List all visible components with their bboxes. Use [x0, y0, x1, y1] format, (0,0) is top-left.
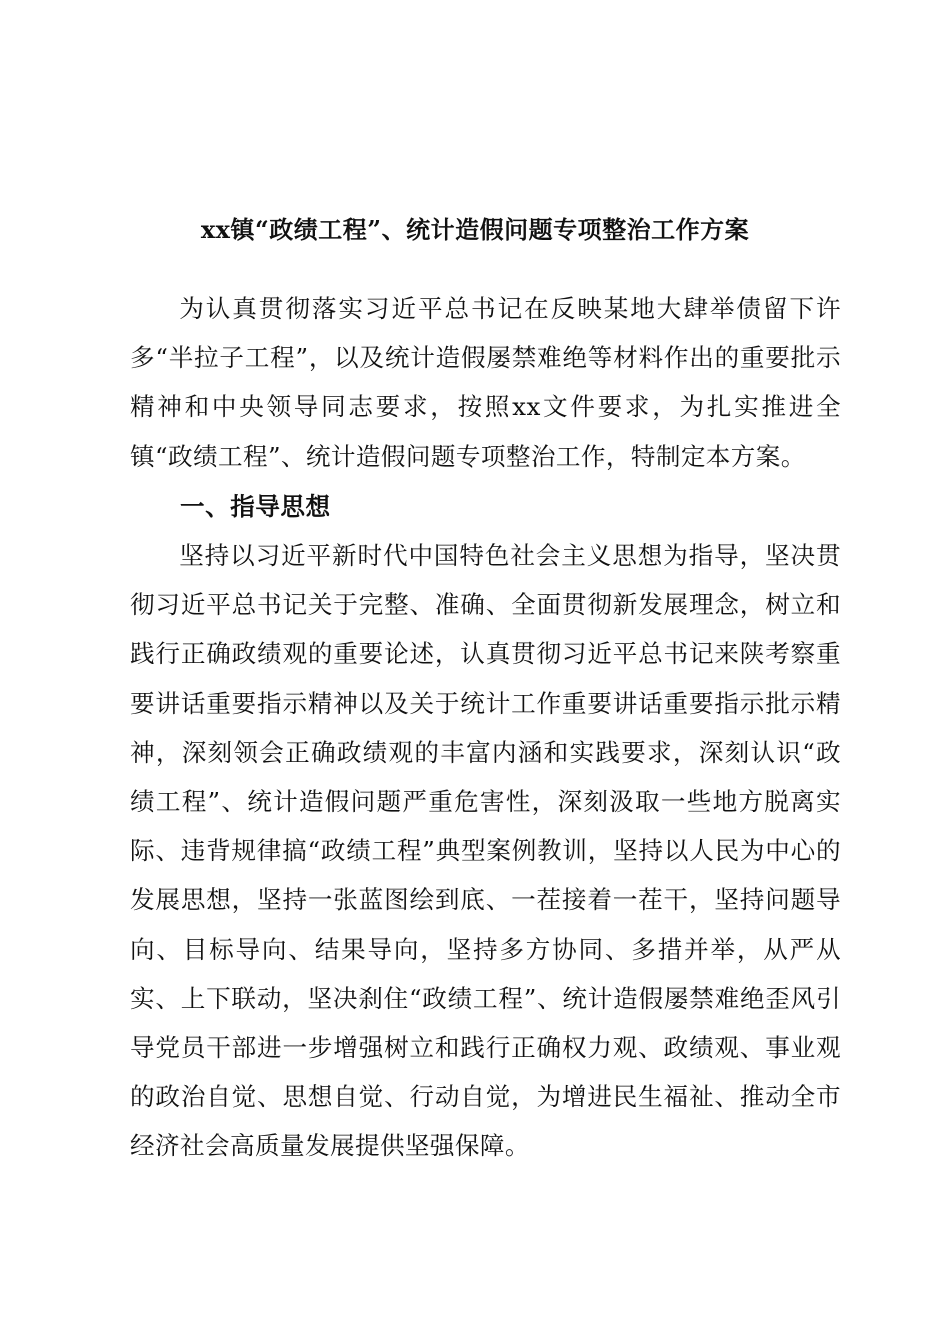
intro-paragraph: 为认真贯彻落实习近平总书记在反映某地大肆举债留下许多“半拉子工程”，以及统计造假屡禁难绝等材料作出的重要批示精神和中央领导同志要求，按照xx文件要求，为扎实推进全镇“政绩工程”、统计造假问题专项整治工作，特制定本方案。	[130, 294, 841, 471]
document-title: xx镇“政绩工程”、统计造假问题专项整治工作方案	[200, 215, 750, 244]
guiding-ideology-paragraph: 坚持以习近平新时代中国特色社会主义思想为指导，坚决贯彻习近平总书记关于完整、准确、全面贯彻新发展理念，树立和践行正确政绩观的重要论述，认真贯彻习近平总书记来陕考察重要讲话重要指示精神以及关于统计工作重要讲话重要指示批示精神，深刻领会正确政绩观的丰富内涵和实践要求，深刻认识“政绩工程”、统计造假问题严重危害性，深刻汲取一些地方脱离实际、违背规律搞“政绩工程”典型案例教训，坚持以人民为中心的发展思想，坚持一张蓝图绘到底、一茬接着一茬干，坚持问题导向、目标导向、结果导向，坚持多方协同、多措并举，从严从实、上下联动，坚决刹住“政绩工程”、统计造假屡禁难绝歪风引导党员干部进一步增强树立和践行正确权力观、政绩观、事业观的政治自觉、思想自觉、行动自觉，为增进民生福祉、推动全市经济社会高质量发展提供坚强保障。	[130, 541, 841, 1161]
section-heading-guiding-ideology: 一、指导思想	[180, 492, 331, 521]
